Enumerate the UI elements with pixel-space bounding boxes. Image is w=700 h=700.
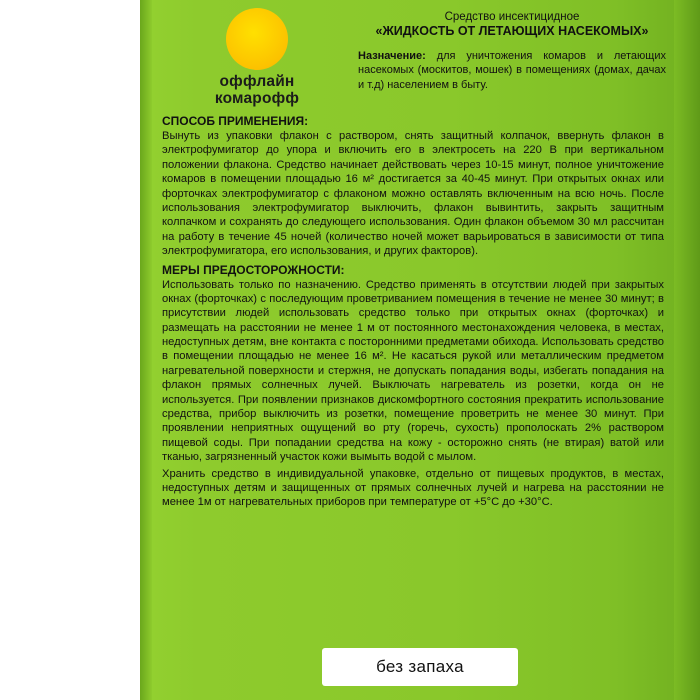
sun-circle-icon [226, 8, 288, 70]
section-title-usage: СПОСОБ ПРИМЕНЕНИЯ: [162, 114, 309, 128]
badge-label: без запаха [376, 657, 464, 676]
product-title-block [358, 10, 666, 92]
section-usage-paragraph: Вынуть из упаковки флакон с раствором, снять защитный колпачок, ввернуть флакон в электрофумигатор до упора и включить его в электросеть на 220 В при вертикальном положении флакона. Средство начинает действовать через 10-15 минут, полное уничтожение комаров в помещении площадью 16 м² достигается за 40-45 минут. При открытых окнах или форточках электрофумигатор с флаконом можно оставлять включенным на всю ночь. После использования электрофумигатор выключить, флакон вывинтить, закрыть защитным колпачком и сохранять до следующего использования. Один флакон объемом 30 мл рассчитан на работу в течение 45 ночей (количество ночей может варьироваться в зависимости от типа электрофумигатора, его использования, и других факторов). [162, 130, 664, 258]
section-precautions-paragraph-2: Хранить средство в индивидуальной упаковке, отдельно от пищевых продуктов, в местах, недоступных детям и защищенных от прямых солнечных лучей и нагрева на расстоянии не менее 1м от нагревательных приборов при температуре от +5°С до +30°С. [162, 467, 664, 509]
brand-name-line2: комарофф [214, 90, 300, 108]
section-title-precautions: МЕРЫ ПРЕДОСТОРОЖНОСТИ: [162, 262, 345, 277]
status-badge [322, 648, 518, 686]
instructions-body [140, 108, 700, 510]
brand-name-line1: оффлайн [219, 73, 295, 90]
product-name: «ЖИДКОСТЬ ОТ ЛЕТАЮЩИХ НАСЕКОМЫХ» [375, 24, 649, 39]
package-header [140, 0, 700, 108]
purpose-text: для уничтожения комаров и летающих насекомых (москитов, мошек) в помещениях (домах, дачах и т.д) населением в быту. [358, 50, 666, 91]
product-kind: Средство инсектицидное [444, 11, 580, 23]
purpose-paragraph [358, 49, 666, 92]
purpose-label: Назначение: [358, 50, 426, 62]
section-precautions-paragraph-1: Использовать только по назначению. Средство применять в отсутствии людей при закрытых окнах (форточках) с последующим проветриванием помещения в течение не менее 30 минут; в присутствии людей использовать средство только при открытых окнах (форточках) и размещать на расстоянии не менее 1 м от постоянного местонахождения человека, в местах, недоступных детям, вне контакта с посторонними предметами обихода. Использовать средство в помещении площадью не менее 16 м². Не касаться рукой или металлическим предметом нагревательной поверхности и стержня, не допускать попадания воды, избегать попадания на флакон прямых солнечных лучей. Выключать нагреватель из розетки, когда он не используется. При появлении признаков дискомфортного состояния прекратить использование средства, прибор выключить из розетки, помещение проветрить не менее 30 минут. При проявлении неприятных ощущений во рту (горечь, сухость) прополоскать 2% раствором пищевой соды. При попадании средства на кожу - осторожно снять (не втирая) ватой или тканью, загрязненный участок кожи вымыть водой с мылом. [162, 278, 664, 464]
product-package [140, 0, 700, 700]
package-footer [140, 638, 700, 700]
brand-block [164, 6, 350, 108]
